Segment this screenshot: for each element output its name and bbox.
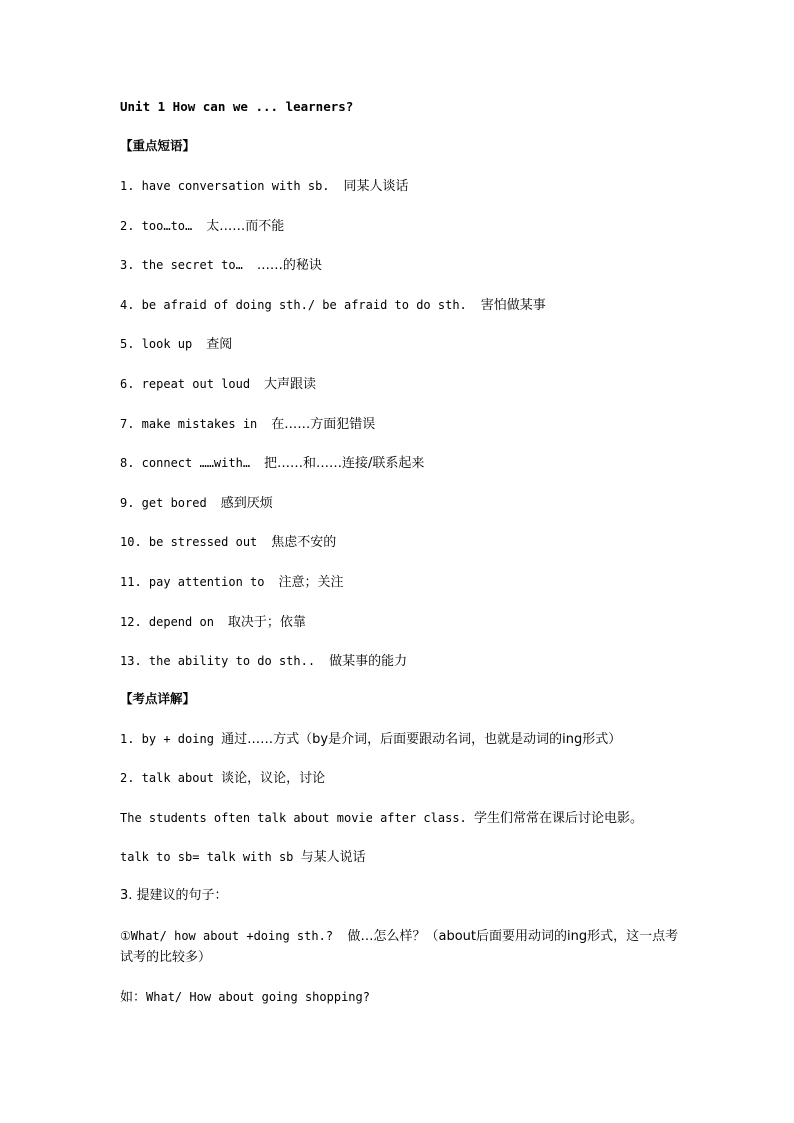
phrase-en: 11. pay attention to [120, 575, 265, 589]
point-2-note [120, 849, 366, 866]
point-3-example [120, 989, 370, 1006]
phrase-item [120, 574, 344, 591]
point-2-example [120, 810, 643, 827]
phrase-item [120, 257, 322, 274]
phrase-item [120, 178, 409, 195]
phrase-zh: 害怕做某事 [480, 298, 546, 313]
phrase-item [120, 376, 316, 393]
phrase-item [120, 653, 407, 670]
point-2-en: 2. talk about [120, 771, 214, 785]
phrase-zh: 太……而不能 [206, 219, 285, 234]
point-3-example-label: 如： [120, 990, 147, 1005]
point-3: 3. 提建议的句子： [120, 888, 228, 903]
phrase-item [120, 614, 306, 631]
phrase-zh: 焦虑不安的 [271, 535, 337, 550]
phrase-item [120, 455, 424, 472]
point-2-example-en: The students often talk about movie after class. [120, 811, 467, 825]
phrase-en: 5. look up [120, 337, 193, 351]
phrase-en: 2. too…to… [120, 219, 193, 233]
phrase-en: 9. get bored [120, 496, 207, 510]
point-1 [120, 731, 621, 748]
unit-title: Unit 1 How can we ... learners? [120, 99, 354, 114]
phrase-en: 1. have conversation with sb. [120, 179, 330, 193]
phrase-zh: ……的秘诀 [256, 258, 322, 273]
phrase-zh: 做某事的能力 [329, 654, 408, 669]
phrase-en: 12. depend on [120, 615, 214, 629]
phrase-en: 10. be stressed out [120, 535, 258, 549]
phrase-zh: 在……方面犯错误 [271, 417, 376, 432]
point-1-zh: 通过……方式（by是介词，后面要跟动名词，也就是动词的ing形式） [221, 732, 622, 747]
phrase-item [120, 297, 546, 314]
section-heading-key-points: 【考点详解】 [120, 691, 196, 706]
point-3-1 [120, 926, 680, 968]
phrase-item [120, 218, 284, 235]
point-2-example-zh: 学生们常常在课后讨论电影。 [474, 811, 644, 826]
phrase-en: 13. the ability to do sth.. [120, 654, 316, 668]
phrase-zh: 感到厌烦 [220, 496, 273, 511]
phrase-zh: 注意；关注 [278, 575, 344, 590]
phrase-zh: 查阅 [206, 337, 233, 352]
point-3-1-zh: 做…怎么样？（about后面要用动词的ing形式，这一点考试考的比较多） [120, 929, 679, 965]
phrase-en: 6. repeat out loud [120, 377, 251, 391]
point-1-en: 1. by + doing [120, 732, 214, 746]
phrase-zh: 把……和……连接/联系起来 [264, 456, 425, 471]
point-2 [120, 770, 325, 787]
section-heading-key-phrases: 【重点短语】 [120, 138, 196, 153]
phrase-item [120, 534, 336, 551]
point-2-note-zh: 与某人说话 [300, 850, 366, 865]
phrase-zh: 大声跟读 [264, 377, 317, 392]
phrase-zh: 同某人谈话 [343, 179, 409, 194]
point-3-example-en: What/ How about going shopping? [146, 990, 370, 1004]
phrase-zh: 取决于；依靠 [227, 615, 306, 630]
phrase-en: 4. be afraid of doing sth./ be afraid to do sth. [120, 298, 467, 312]
point-3-1-en: ①What/ how about +doing sth.? [120, 929, 334, 943]
phrase-en: 7. make mistakes in [120, 417, 258, 431]
point-2-zh: 谈论，议论，讨论 [221, 771, 326, 786]
point-2-note-en: talk to sb= talk with sb [120, 850, 294, 864]
phrase-en: 8. connect ……with… [120, 456, 251, 470]
phrase-item [120, 495, 273, 512]
phrase-item [120, 416, 375, 433]
phrase-en: 3. the secret to… [120, 258, 243, 272]
phrase-item [120, 336, 232, 353]
